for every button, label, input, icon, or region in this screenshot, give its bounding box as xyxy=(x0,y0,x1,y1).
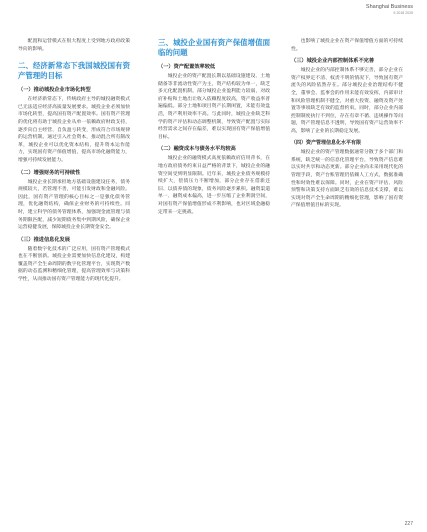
subsection-heading: （二）增强财务的可持续性 xyxy=(18,169,81,176)
section-heading: 三、城投企业国有资产保值增值面临的问题 xyxy=(158,38,270,57)
section-heading: 二、经济新常态下我国城投国有资产管理的目标 xyxy=(18,61,130,81)
paragraph: 配置和运营模式在很大程度上受到地方政府政策导向的影响。 xyxy=(18,39,130,52)
paragraph: 城投企业的内部控制体系不够完善，部分企业在资产权界定不清、权责不明的情况下，导致国有资产流失的风险依然存在。部分城投企业治理结构不健全，董事会、监事会的作用未能有效发挥，内部审计和风险管理机制不健全，对重大投资、融资及资产处置等事项缺乏有效的监督约束。同时，部分企业内部控制制度执行不到位，存在有章不循、违规操作等问题，资产管理信息不透明，导致国有资产运营效率不高，影响了企业的长期稳定发展。 xyxy=(291,68,403,134)
paragraph: 城投企业的融资模式高度依赖政府信用背书，在地方政府债务约束日益严格的背景下，城投企业的融资空间受到明显限制。近年来，城投企业债务规模持续扩大，偿债压力不断增加，部分企业存在借新还旧、以债养债的现象，债务风险逐步累积。融资渠道单一、融资成本偏高，进一步压缩了企业利润空间，对国有资产保值增值形成不利影响，也对区域金融稳定带来一定挑战。 xyxy=(158,156,270,215)
paragraph: 在经济新常态下，传统政府主导的城投融资模式已无法适应经济高质量发展要求。城投企业必须加快市场化转型，提高国有资产配置效率。国有资产管理的优化将有助于城投企业从单一依赖政府财政支持，逐步向自主经营、自负盈亏转变，形成符合市场规律的运营机制。通过引入社会资本，推动混合所有制改革，城投企业可以优化资本结构，提升资本运作能力，实现国有资产保值增值，提高市场化融资能力，增强可持续发展能力。 xyxy=(18,97,130,163)
paragraph: 城投企业的资产配置长期以基础设施建设、土地储备等非流动性资产为主，资产结构较为单一，缺乏多元化配置机制。部分城投企业盈利能力较弱，对政府补贴和土地出让收入依赖程度较高，资产收益率普遍偏低。部分土地和项目资产长期闲置，未能有效盘活，资产利用效率不高。与此同时，城投企业缺乏科学的资产评估和动态调整机制，导致资产配置与实际经营需求之间存在偏差，难以实现国有资产保值增值目标。 xyxy=(158,74,270,140)
paragraph: 城投企业长期承担地方基础设施建设任务，债务规模较大，若管理不善，可能引发财政和金融风险。因此，国有资产管理的核心目标之一是强化债务管理，优化融资结构，确保企业财务的可持续性。同时，建立科学的债务管理体系，加强现金流管理与债务期限匹配，减少短期债务集中到期风险，确保企业运营稳健发展，保障城投企业长期资金安全。 xyxy=(18,179,130,231)
page-number: 227 xyxy=(404,521,413,527)
column-left xyxy=(18,38,130,285)
subsection-heading: （二）融资成本与债务水平均较高 xyxy=(158,146,236,153)
paragraph: 城投企业的资产管理数据通常分散于多个部门和系统，缺乏统一的信息化管理平台，导致资产信息难以实时共享和动态更新。部分企业尚未采用现代化的管理手段，资产台账管理仍依赖人工方式，数据准确性和时效性难以保障。同时，企业在资产评估、风险预警和决策支持方面缺乏有效的信息技术支撑，难以实现对资产全生命周期的精细化管理，影响了国有资产保值增值目标的实现。 xyxy=(291,150,403,209)
journal-title: Shanghai Business xyxy=(365,4,413,10)
paragraph: 也影响了城投企业在资产保值增值方面的可持续性。 xyxy=(291,39,403,52)
subsection-heading: （四）资产管理信息化水平有限 xyxy=(291,139,362,146)
column-middle xyxy=(158,38,270,217)
paragraph: 随着数字化技术的广泛应用，国有资产管理模式也在不断创新。城投企业需要加快信息化建设，构建覆盖资产全生命周期的数字化管理平台，实现资产数据的动态监测和精细化管理，提高管理效率与决策科学性，从而推动国有资产管理能力的现代化提升。 xyxy=(18,246,130,283)
subsection-heading: （三）推进信息化发展 xyxy=(18,236,70,243)
column-right xyxy=(291,38,403,211)
subsection-heading: （三）城投企业内部控制体系不完善 xyxy=(291,58,375,65)
subsection-heading: （一）资产配置效率较低 xyxy=(158,64,216,70)
subsection-heading: （一）推动城投企业市场化转型 xyxy=(18,87,91,94)
journal-issue: 5 2018 2025 xyxy=(393,11,413,15)
page-header xyxy=(366,4,413,16)
